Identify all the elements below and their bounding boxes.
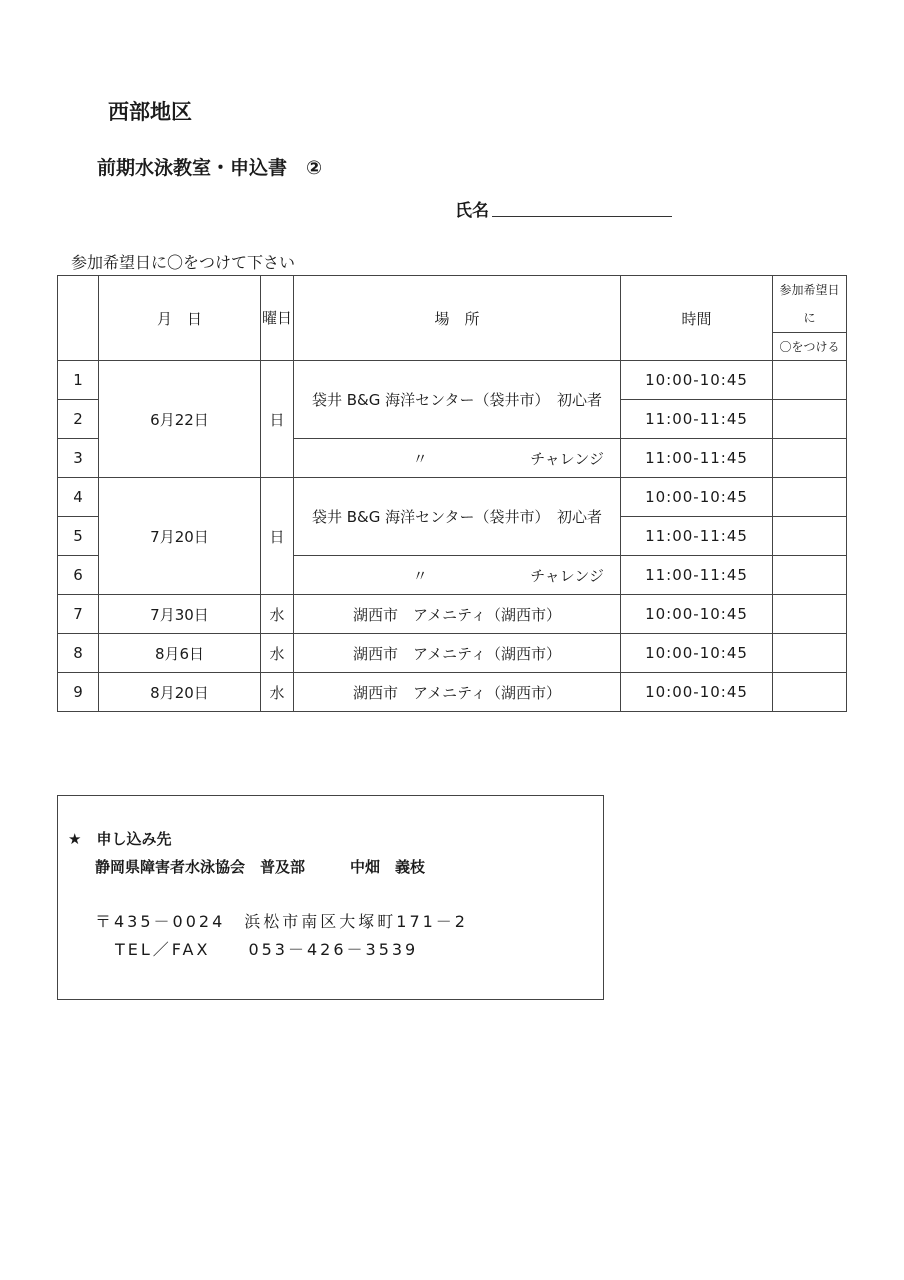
row-venue: 袋井 B&G 海洋センター（袋井市） 初心者 [294, 478, 621, 556]
row-time: 11:00-11:45 [621, 556, 773, 595]
row-weekday: 水 [261, 673, 294, 712]
wish-checkbox[interactable] [773, 595, 847, 634]
name-input-line[interactable] [492, 216, 672, 217]
district-heading: 西部地区 [108, 100, 192, 124]
ditto-mark: 〃 [412, 449, 428, 468]
header-wish-2: に [803, 311, 816, 325]
row-date: 6月22日 [99, 361, 261, 478]
header-no [58, 276, 99, 361]
row-venue-challenge [294, 556, 621, 595]
table-row [58, 361, 847, 400]
row-time: 10:00-10:45 [621, 673, 773, 712]
row-venue: 湖西市 アメニティ（湖西市） [294, 595, 621, 634]
header-wish-1: 参加希望日 [779, 283, 840, 297]
wish-checkbox[interactable] [773, 673, 847, 712]
row-date: 8月20日 [99, 673, 261, 712]
row-weekday: 日 [261, 478, 294, 595]
wish-checkbox[interactable] [773, 478, 847, 517]
row-time: 10:00-10:45 [621, 595, 773, 634]
row-number: 1 [58, 361, 99, 400]
header-date: 月 日 [99, 276, 261, 361]
row-time: 11:00-11:45 [621, 400, 773, 439]
contact-heading: ★ 申し込み先 [68, 830, 172, 848]
row-number: 3 [58, 439, 99, 478]
contact-tel-fax: TEL／FAX 053－426－3539 [115, 940, 419, 959]
row-weekday: 日 [261, 361, 294, 478]
contact-address: 〒435－0024 浜松市南区大塚町171－2 [95, 912, 468, 931]
contact-box [57, 795, 604, 1000]
table-row [58, 634, 847, 673]
row-time: 11:00-11:45 [621, 517, 773, 556]
wish-checkbox[interactable] [773, 634, 847, 673]
row-number: 7 [58, 595, 99, 634]
row-time: 11:00-11:45 [621, 439, 773, 478]
row-time: 10:00-10:45 [621, 478, 773, 517]
wish-checkbox[interactable] [773, 400, 847, 439]
row-number: 6 [58, 556, 99, 595]
header-place: 場 所 [294, 276, 621, 361]
header-time: 時間 [621, 276, 773, 361]
table-row [58, 478, 847, 517]
header-wish-3: 〇をつける [773, 333, 847, 361]
ditto-mark: 〃 [412, 566, 428, 585]
row-number: 9 [58, 673, 99, 712]
form-title: 前期水泳教室・申込書 ② [97, 157, 323, 179]
row-weekday: 水 [261, 634, 294, 673]
contact-organization: 静岡県障害者水泳協会 普及部 中畑 義枝 [95, 858, 426, 876]
row-date: 7月20日 [99, 478, 261, 595]
row-date: 7月30日 [99, 595, 261, 634]
wish-checkbox[interactable] [773, 556, 847, 595]
row-venue-challenge [294, 439, 621, 478]
header-weekday: 曜日 [261, 276, 294, 361]
row-number: 4 [58, 478, 99, 517]
row-number: 2 [58, 400, 99, 439]
row-time: 10:00-10:45 [621, 361, 773, 400]
challenge-label: チャレンジ [530, 449, 604, 468]
challenge-label: チャレンジ [530, 566, 604, 585]
table-row [58, 673, 847, 712]
row-date: 8月6日 [99, 634, 261, 673]
row-number: 8 [58, 634, 99, 673]
wish-checkbox[interactable] [773, 517, 847, 556]
schedule-table [57, 275, 847, 712]
row-weekday: 水 [261, 595, 294, 634]
row-number: 5 [58, 517, 99, 556]
table-row [58, 595, 847, 634]
row-venue: 袋井 B&G 海洋センター（袋井市） 初心者 [294, 361, 621, 439]
header-row [58, 276, 847, 333]
name-label: 氏名 [455, 201, 489, 221]
wish-checkbox[interactable] [773, 439, 847, 478]
instruction-text: 参加希望日に〇をつけて下さい [71, 253, 296, 272]
row-venue: 湖西市 アメニティ（湖西市） [294, 634, 621, 673]
row-time: 10:00-10:45 [621, 634, 773, 673]
row-venue: 湖西市 アメニティ（湖西市） [294, 673, 621, 712]
header-wish [773, 276, 847, 333]
wish-checkbox[interactable] [773, 361, 847, 400]
